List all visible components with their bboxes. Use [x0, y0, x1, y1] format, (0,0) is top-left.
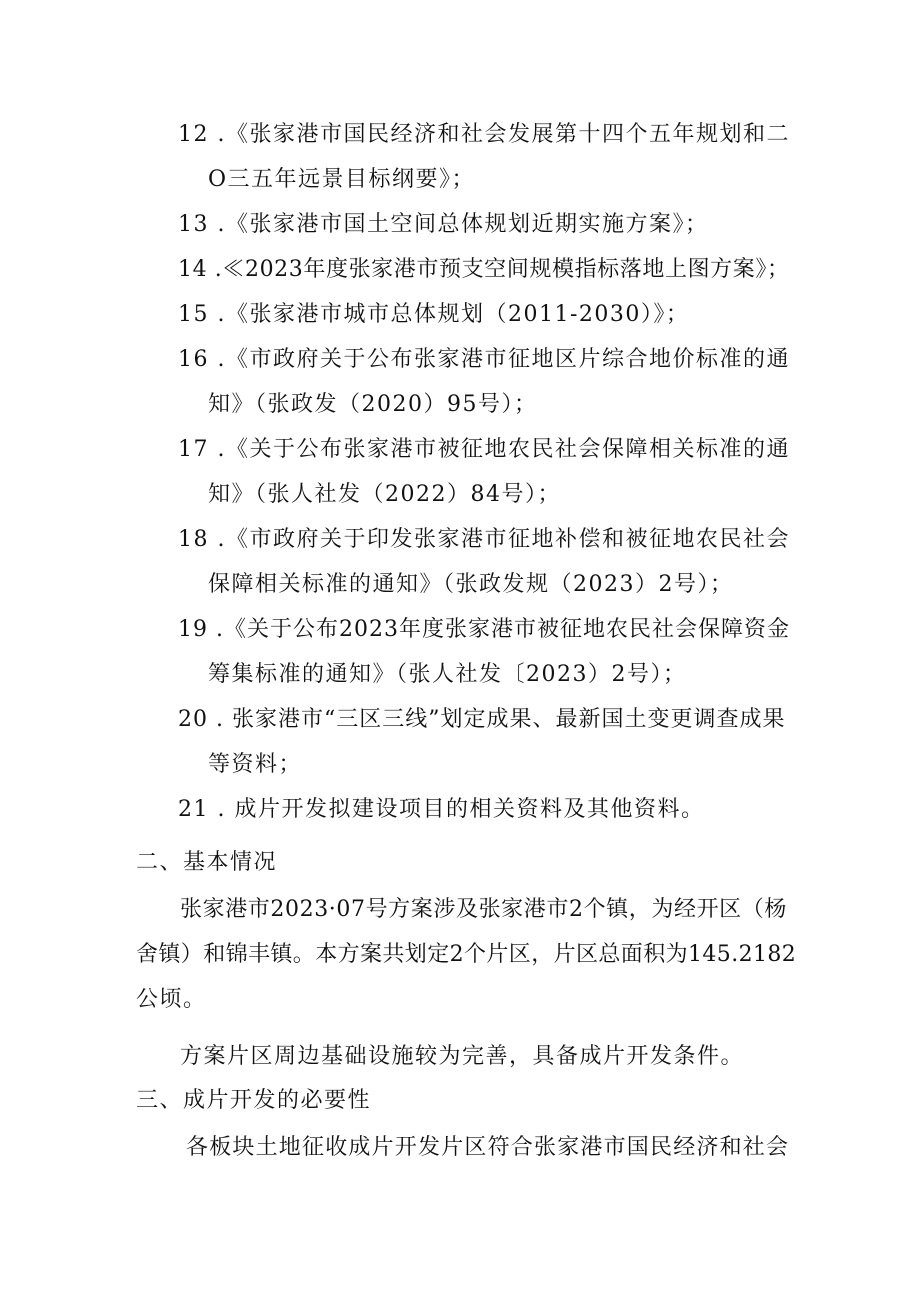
section-heading-basic-info: 二、基本情况 [136, 850, 278, 875]
item-16-line-2: 知》（张政发（2020）95号）； [208, 392, 538, 417]
item-17-line-1: 17 .《关于公布张家港市被征地农民社会保障相关标准的通 [178, 437, 790, 462]
basic-info-para-line-2: 舍镇）和锦丰镇。本方案共划定2个片区，片区总面积为145.2182 [136, 942, 797, 967]
necessity-para-line-1: 各板块土地征收成片开发片区符合张家港市国民经济和社会 [186, 1135, 790, 1160]
item-14: 14 .≪2023年度张家港市预支空间规模指标落地上图方案》； [178, 257, 790, 282]
item-19-line-2: 筹集标准的通知》（张人社发〔2023）2号）； [208, 662, 687, 687]
item-16-line-1: 16 .《市政府关于公布张家港市征地区片综合地价标准的通 [178, 347, 790, 372]
basic-info-para-line-3: 公顷。 [136, 987, 207, 1012]
item-15: 15 .《张家港市城市总体规划（2011-2030）》； [178, 302, 690, 327]
item-21: 21 . 成片开发拟建设项目的相关资料及其他资料。 [178, 797, 705, 822]
item-19-line-1: 19 .《关于公布2023年度张家港市被征地农民社会保障资金 [178, 617, 790, 642]
item-18-line-2: 保障相关标准的通知》（张政发规（2023）2号）； [208, 572, 734, 597]
item-12-line-1: 12 .《张家港市国民经济和社会发展第十四个五年规划和二 [178, 122, 790, 147]
item-13: 13 .《张家港市国土空间总体规划近期实施方案》； [178, 212, 709, 237]
basic-info-para-2: 方案片区周边基础设施较为完善，具备成片开发条件。 [180, 1044, 745, 1069]
item-18-line-1: 18 .《市政府关于印发张家港市征地补偿和被征地农民社会 [178, 527, 790, 552]
item-17-line-2: 知》（张人社发（2022）84号）； [208, 482, 561, 507]
basic-info-para-line-1: 张家港市2023·07号方案涉及张家港市2个镇，为经开区（杨 [180, 897, 787, 922]
section-heading-necessity: 三、成片开发的必要性 [136, 1088, 372, 1113]
item-20-line-1: 20 . 张家港市“三区三线”划定成果、最新国土变更调查成果 [178, 707, 786, 732]
item-20-line-2: 等资料； [208, 752, 303, 777]
item-12-line-2: O三五年远景目标纲要》； [208, 167, 476, 192]
